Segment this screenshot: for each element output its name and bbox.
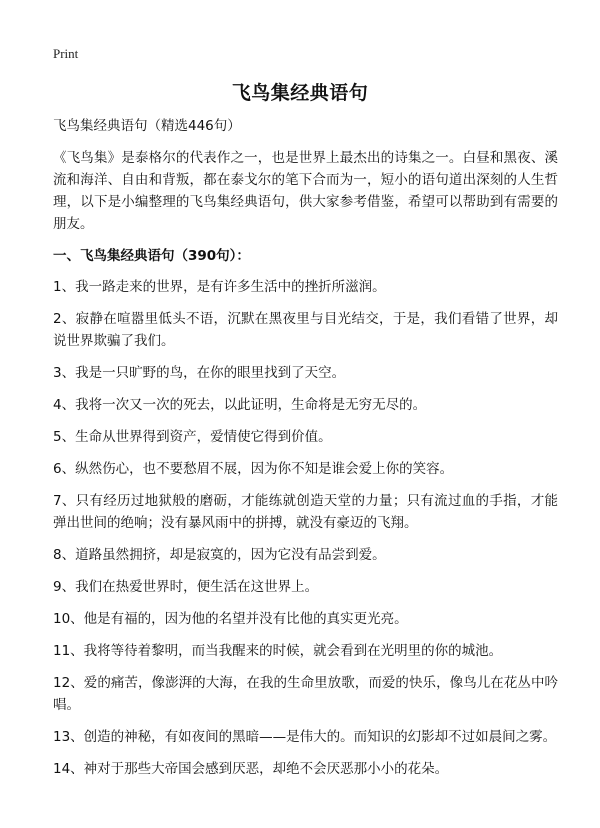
quote-item: 10、他是有福的，因为他的名望并没有比他的真实更光亮。 <box>53 611 408 627</box>
quote-item: 3、我是一只旷野的鸟，在你的眼里找到了天空。 <box>53 365 346 381</box>
quote-item: 6、纵然伤心，也不要愁眉不展，因为你不知是谁会爱上你的笑容。 <box>53 461 454 477</box>
quote-item: 4、我将一次又一次的死去，以此证明，生命将是无穷无尽的。 <box>53 397 427 413</box>
intro-paragraph: 《飞鸟集》是泰格尔的代表作之一，也是世界上最杰出的诗集之一。白昼和黑夜、溪流和海洋、自由和背叛，都在泰戈尔的笔下合而为一，短小的语句道出深刻的人生哲理，以下是小编整理的飞鸟集经典语句，供大家参考借鉴，希望可以帮助到有需要的朋友。 <box>53 150 558 232</box>
quote-item: 2、寂静在喧嚣里低头不语，沉默在黑夜里与目光结交，于是，我们看错了世界，却说世界欺骗了我们。 <box>53 311 558 349</box>
section-heading: 一、飞鸟集经典语句（390句）： <box>53 248 250 264</box>
quote-item: 9、我们在热爱世界时，便生活在这世界上。 <box>53 579 319 595</box>
quote-item: 1、我一路走来的世界，是有许多生活中的挫折所滋润。 <box>53 279 386 295</box>
quote-item: 14、神对于那些大帝国会感到厌恶，却绝不会厌恶那小小的花朵。 <box>53 761 449 777</box>
quote-item: 5、生命从世界得到资产，爱情使它得到价值。 <box>53 429 332 445</box>
article-body <box>53 115 558 790</box>
quote-item: 12、爱的痛苦，像澎湃的大海，在我的生命里放歌，而爱的快乐，像鸟儿在花丛中吟唱。 <box>53 675 558 713</box>
quote-item: 13、创造的神秘，有如夜间的黑暗——是伟大的。而知识的幻影却不过如晨间之雾。 <box>53 729 557 745</box>
print-link[interactable]: Print <box>53 46 79 61</box>
article-subtitle: 飞鸟集经典语句（精选446句） <box>53 118 241 134</box>
quote-item: 7、只有经历过地狱般的磨砺，才能练就创造天堂的力量；只有流过血的手指，才能弹出世间的绝响；没有暴风雨中的拼搏，就没有豪迈的飞翔。 <box>53 493 558 531</box>
quote-item: 8、道路虽然拥挤，却是寂寞的，因为它没有品尝到爱。 <box>53 547 386 563</box>
quote-item: 11、我将等待着黎明，而当我醒来的时候，就会看到在光明里的你的城池。 <box>53 643 503 659</box>
page-title: 飞鸟集经典语句 <box>231 82 369 104</box>
